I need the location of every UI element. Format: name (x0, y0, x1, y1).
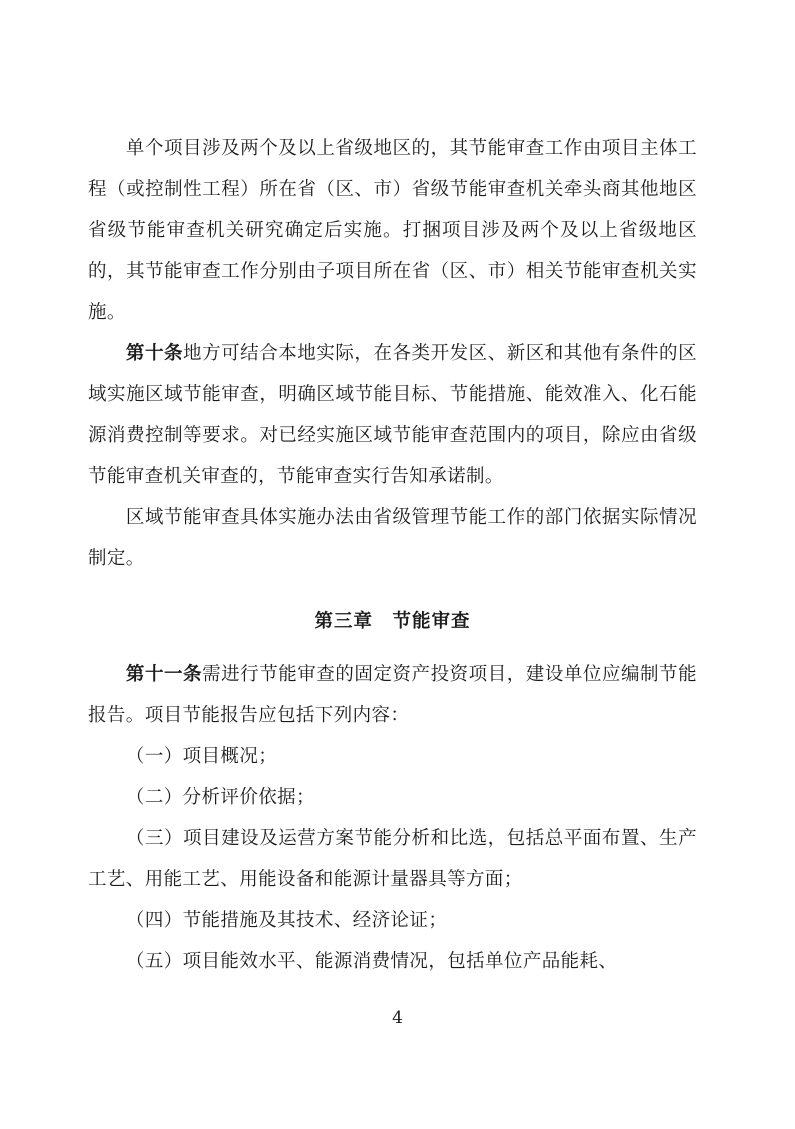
paragraph-4-text: 需进行节能审查的固定资产投资项目，建设单位应编制节能报告。项目节能报告应包括下列内容： (88, 664, 697, 726)
list-item-1: （一）项目概况； (125, 746, 278, 767)
page-number: 4 (392, 1008, 403, 1028)
paragraph-4 (88, 654, 697, 736)
chapter-heading: 第三章 节能审查 (314, 611, 471, 632)
spacer-before-chapter (88, 579, 697, 601)
list-item-2: （二）分析评价依据； (125, 787, 315, 808)
paragraph-2 (88, 333, 697, 497)
article-label-10: 第十条 (125, 343, 184, 364)
list-item-5: （五）项目能效水平、能源消费情况，包括单位产品能耗、 (125, 951, 618, 972)
paragraph-1: 单个项目涉及两个及以上省级地区的，其节能审查工作由项目主体工程（或控制性工程）所在省（区、市）省级节能审查机关牵头商其他地区省级节能审查机关研究确定后实施。打捆项目涉及两个及以上省级地区的，其节能审查工作分别由子项目所在省（区、市）相关节能审查机关实施。 (88, 138, 697, 323)
list-item-3: （三）项目建设及运营方案节能分析和比选，包括总平面布置、生产工艺、用能工艺、用能设备和能源计量器具等方面； (88, 828, 697, 890)
paragraph-2-text: 地方可结合本地实际，在各类开发区、新区和其他有条件的区域实施区域节能审查，明确区域节能目标、节能措施、能效准入、化石能源消费控制等要求。对已经实施区域节能审查范围内的项目，除应由省级节能审查机关审查的，节能审查实行告知承诺制。 (88, 343, 697, 487)
paragraph-3: 区域节能审查具体实施办法由省级管理节能工作的部门依据实际情况制定。 (88, 507, 697, 569)
article-label-11: 第十一条 (125, 664, 203, 685)
spacer-after-chapter (88, 642, 697, 654)
list-item-4: （四）节能措施及其技术、经济论证； (125, 910, 448, 931)
